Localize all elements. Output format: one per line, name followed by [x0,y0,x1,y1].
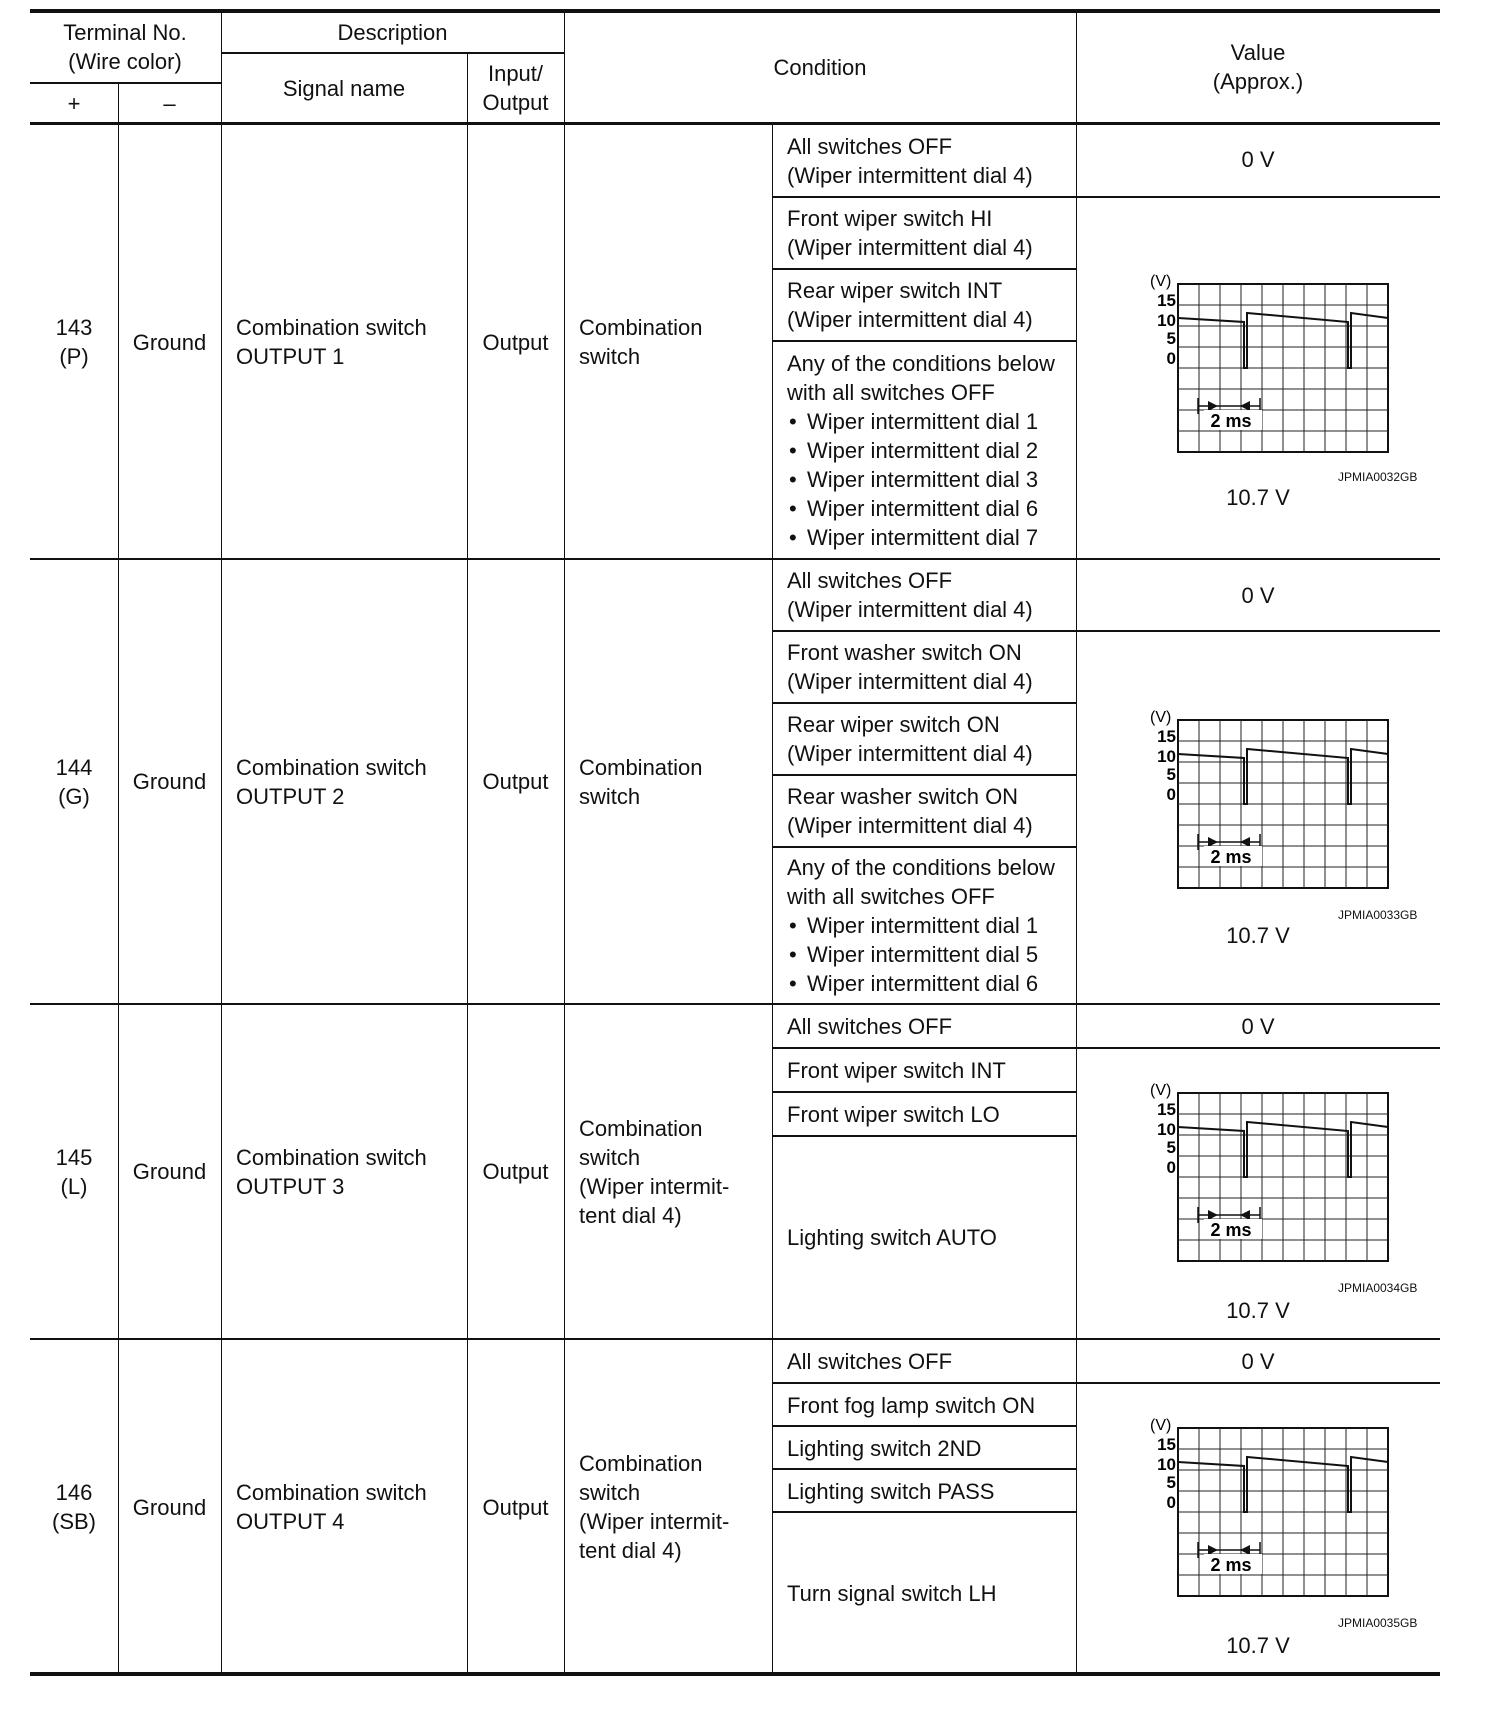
header-description: Description [337,19,448,45]
waveform-value: 10.7 V [1226,485,1290,510]
scope-tick-label: 10 [1157,1120,1176,1139]
ground-143: Ground [132,329,207,355]
condition-bullet: • Wiper intermittent dial 1 [787,911,1055,940]
scope-tick-label: 15 [1157,1100,1176,1119]
condition-group-145 [564,1005,772,1338]
condition-line: All switches OFF [787,134,953,159]
rule-v-signal [467,54,468,1674]
condition-145-4: Lighting switch AUTO [787,1225,997,1250]
header-terminal-no [30,12,220,82]
signal-name-145 [221,1005,467,1338]
wire-color: (SB) [52,1509,96,1534]
condition-line: Front washer switch ON [787,640,1022,665]
condition-line: Front wiper switch HI [787,206,993,231]
condition-line: (Wiper intermittent dial 4) [787,163,1033,188]
terminal-number: 143 [55,315,93,340]
condition-line: Any of the conditions below [787,855,1055,880]
terminal-number: 145 [55,1144,93,1170]
rule-cond [772,1468,1076,1470]
condition-line: Rear washer switch ON [787,784,1019,809]
header-wire-color-label: (Wire color) [68,49,182,74]
condition-bullet: • Wiper intermittent dial 6 [787,969,1055,998]
signal-name-146 [221,1340,467,1674]
condition-145-1: All switches OFF [787,1013,953,1039]
signal-name-144 [221,560,467,1003]
signal-line: Combination switch [236,1144,427,1170]
condition-group-line: switch [579,783,641,809]
scope-tick-label: 15 [1157,1435,1176,1454]
header-value-label: Value [1230,40,1286,65]
rule-row-144 [30,1003,1440,1005]
rule-cond [772,1382,1440,1384]
rule-v-io [564,11,565,1674]
condition-group-line: tent dial 4) [579,1202,682,1228]
rule-cond [772,702,1076,704]
condition-group-146 [564,1340,772,1674]
io-146: Output [482,1494,549,1520]
rule-cond [772,1135,1076,1137]
scope-tick-label: 0 [1166,785,1176,804]
scope-tick-label: 15 [1157,727,1176,746]
condition-line: (Wiper intermittent dial 4) [787,669,1033,694]
header-value [1076,12,1440,122]
terminal-146 [30,1340,118,1674]
rule-cond [772,846,1076,848]
condition-group-143 [564,126,772,558]
condition-146-1: All switches OFF [787,1348,953,1374]
condition-144-5 [772,848,1076,1003]
condition-143-3 [772,270,1076,340]
header-signal-name: Signal name [282,75,406,101]
rule-header-terminal [30,82,221,84]
condition-bullet: • Wiper intermittent dial 5 [787,940,1055,969]
waveform-144 [1076,632,1440,1003]
rule-header-bottom [30,122,1440,125]
condition-line: Any of the conditions below [787,350,1055,376]
rule-top [30,9,1440,13]
condition-145-3: Front wiper switch LO [787,1101,1000,1127]
scope-tick-label: 5 [1166,1473,1176,1492]
condition-line: (Wiper intermittent dial 4) [787,597,1033,622]
terminal-143 [30,126,118,558]
off-value-143: 0 V [1241,146,1275,172]
oscilloscope-trace [1120,273,1390,466]
rule-cond [772,1091,1076,1093]
signal-line: Combination switch [236,315,427,340]
condition-group-line: Combination [579,315,703,340]
scope-svg-holder [1120,1082,1390,1275]
scope-tick-label: 0 [1166,1493,1176,1512]
rule-v-value [1076,11,1077,1674]
condition-144-2 [772,632,1076,702]
header-terminal-label: Terminal No. [63,20,187,45]
header-output-label: Output [482,90,549,115]
scope-tick-label: 15 [1157,291,1176,310]
signal-name-143 [221,126,467,558]
wire-color: (G) [58,783,90,809]
terminal-145 [30,1005,118,1338]
io-144: Output [482,769,549,794]
rule-cond [772,340,1076,342]
scope-tick-label: 5 [1166,765,1176,784]
rule-row-145 [30,1338,1440,1340]
ground-145: Ground [132,1159,207,1184]
scope-svg-holder [1120,273,1390,466]
header-minus: – [163,90,176,116]
waveform-value: 10.7 V [1226,1298,1290,1323]
condition-group-line: (Wiper intermit- [579,1509,730,1534]
condition-143-1 [772,126,1076,196]
rule-bottom [30,1672,1440,1676]
waveform-value: 10.7 V [1226,1633,1290,1658]
signal-line: Combination switch [236,1480,427,1505]
rule-cond [772,630,1440,632]
rule-v-minus [221,11,222,1674]
off-value-145: 0 V [1241,1013,1275,1039]
scope-unit-label: (V) [1150,709,1172,726]
off-value-146: 0 V [1241,1348,1275,1374]
scope-svg-holder [1120,709,1390,902]
ground-144: Ground [132,769,207,794]
rule-header-description [221,52,564,54]
condition-group-line: tent dial 4) [579,1538,682,1563]
ground-146: Ground [132,1494,207,1520]
condition-144-4 [772,776,1076,846]
condition-line: with all switches OFF [787,884,995,909]
rule-v-cond [772,124,773,1674]
oscilloscope-trace [1120,1417,1390,1610]
scope-unit-label: (V) [1150,1417,1172,1434]
terminal-number: 144 [55,754,93,780]
scope-tick-label: 5 [1166,1138,1176,1157]
io-143: Output [482,329,549,355]
scope-image-id: JPMIA0033GB [1338,908,1418,922]
signal-line: OUTPUT 3 [236,1173,345,1199]
signal-line: OUTPUT 1 [236,344,345,369]
oscilloscope-trace [1120,1082,1390,1275]
condition-146-5: Turn signal switch LH [787,1581,997,1606]
rule-row-143 [30,558,1440,560]
condition-line: (Wiper intermittent dial 4) [787,741,1033,766]
waveform-143 [1076,196,1440,558]
rule-cond [772,268,1076,270]
scope-svg-holder [1120,1417,1390,1610]
condition-146-2: Front fog lamp switch ON [787,1392,1036,1418]
signal-line: OUTPUT 2 [236,783,345,809]
scope-tick-label: 10 [1157,747,1176,766]
rule-cond [772,1047,1440,1049]
condition-group-line: Combination [579,754,703,780]
io-145: Output [482,1159,549,1184]
condition-146-4: Lighting switch PASS [787,1478,995,1504]
rule-cond [772,196,1440,198]
header-input-label: Input/ [487,61,544,86]
scope-unit-label: (V) [1150,1082,1172,1099]
header-input-output [467,54,564,122]
condition-group-line: switch [579,1480,641,1505]
scope-tick-label: 0 [1166,1158,1176,1177]
header-condition: Condition [773,54,867,80]
condition-line: Rear wiper switch ON [787,712,1000,737]
condition-143-2 [772,198,1076,268]
scope-image-id: JPMIA0032GB [1338,470,1418,484]
header-approx-label: (Approx.) [1212,69,1304,94]
condition-line: (Wiper intermittent dial 4) [787,235,1033,260]
condition-line: All switches OFF [787,568,953,593]
scope-image-id: JPMIA0035GB [1338,1616,1418,1630]
period-label: 2 ms [1210,1555,1252,1575]
condition-bullet: • Wiper intermittent dial 6 [787,494,1055,523]
condition-line: (Wiper intermittent dial 4) [787,307,1033,332]
terminal-144 [30,560,118,1003]
rule-cond [772,774,1076,776]
condition-group-line: switch [579,1144,641,1170]
condition-bullet: • Wiper intermittent dial 3 [787,465,1055,494]
condition-146-3: Lighting switch 2ND [787,1435,982,1461]
rule-cond [772,1511,1076,1513]
condition-group-line: Combination [579,1115,703,1141]
scope-unit-label: (V) [1150,273,1172,290]
period-label: 2 ms [1210,1220,1252,1240]
period-label: 2 ms [1210,411,1252,431]
condition-group-144 [564,560,772,1003]
wire-color: (L) [60,1173,88,1199]
condition-line: Rear wiper switch INT [787,278,1003,303]
scope-tick-label: 10 [1157,1455,1176,1474]
oscilloscope-trace [1120,709,1390,902]
scope-image-id: JPMIA0034GB [1338,1281,1418,1295]
scope-tick-label: 0 [1166,349,1176,368]
period-label: 2 ms [1210,847,1252,867]
scope-tick-label: 10 [1157,311,1176,330]
signal-line: OUTPUT 4 [236,1509,345,1534]
header-plus: + [67,90,81,116]
signal-line: Combination switch [236,754,427,780]
condition-line: with all switches OFF [787,379,995,405]
condition-group-line: Combination [579,1451,703,1476]
off-value-144: 0 V [1241,582,1275,608]
condition-group-line: switch [579,344,641,369]
waveform-146 [1076,1384,1440,1674]
waveform-value: 10.7 V [1226,923,1290,948]
waveform-145 [1076,1049,1440,1338]
wire-color: (P) [59,344,89,369]
condition-144-1 [772,560,1076,630]
condition-bullet: • Wiper intermittent dial 1 [787,407,1055,436]
condition-144-3 [772,704,1076,774]
condition-bullet: • Wiper intermittent dial 2 [787,436,1055,465]
rule-v-plus [118,84,119,1674]
condition-bullet: • Wiper intermittent dial 7 [787,523,1055,552]
rule-cond [772,1425,1076,1427]
condition-group-line: (Wiper intermit- [579,1173,730,1199]
condition-line: (Wiper intermittent dial 4) [787,813,1033,838]
condition-145-2: Front wiper switch INT [787,1057,1006,1083]
scope-tick-label: 5 [1166,329,1176,348]
terminal-number: 146 [55,1480,93,1505]
condition-143-4 [772,342,1076,558]
